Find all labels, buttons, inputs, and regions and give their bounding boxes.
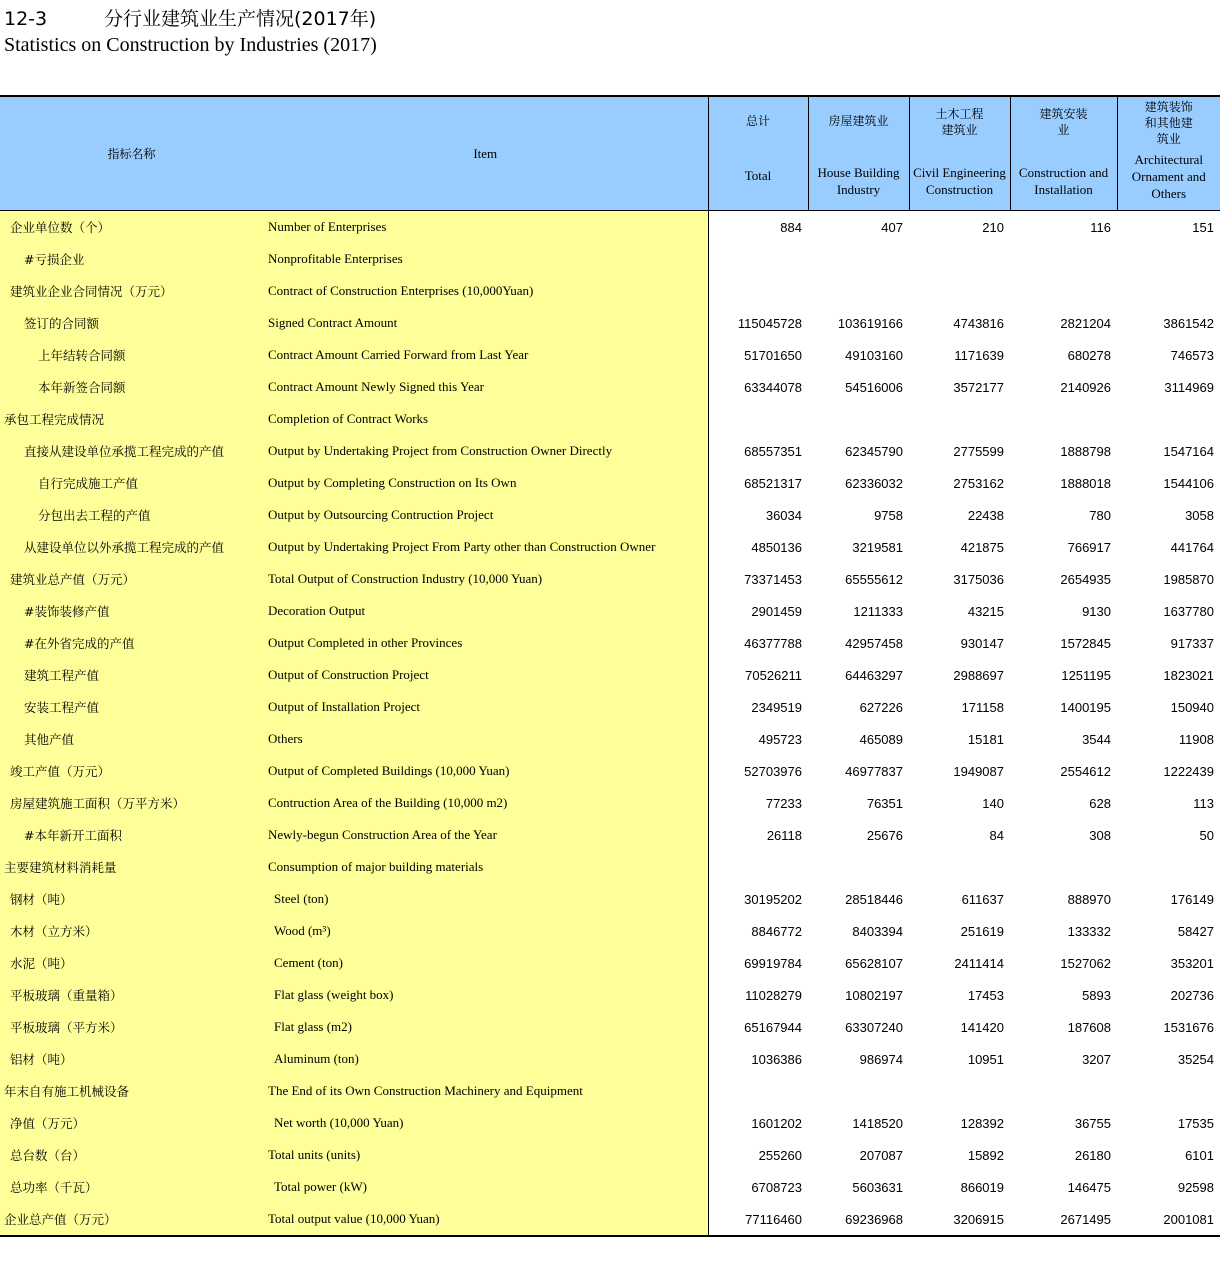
table-row (0, 1043, 1220, 1075)
header-item-cn-text: 指标名称 (107, 146, 156, 161)
statistics-table (0, 95, 1220, 1237)
value-cell: 1036386 (708, 1043, 808, 1075)
value-cell: 9130 (1082, 603, 1111, 619)
value-cell: 1251195 (1061, 667, 1111, 683)
value-cell: 187608 (1067, 1019, 1111, 1035)
value-cell: 3058 (1185, 507, 1214, 523)
value-cell: 8846772 (708, 915, 808, 947)
value-cell: 141420 (960, 1019, 1004, 1035)
value-cell: 36755 (1074, 1115, 1111, 1131)
value-cell: 1888018 (1060, 475, 1111, 491)
value-cell: 4743816 (953, 315, 1004, 331)
value-cell: 3572177 (953, 379, 1004, 395)
header-col-ornament-others (1117, 96, 1220, 211)
value-cell: 22438 (967, 507, 1004, 523)
title-block (4, 6, 1204, 58)
row-label-cn: 建筑工程产值 (0, 659, 263, 691)
table-row (0, 1203, 1220, 1236)
value-cell (808, 851, 909, 883)
value-cell: 1400195 (1060, 699, 1111, 715)
value-cell: 5893 (1082, 987, 1111, 1003)
value-cell: 15892 (967, 1147, 1004, 1163)
table-title-en: Statistics on Construction by Industries (2017) (4, 34, 377, 56)
row-label-cn: 直接从建设单位承揽工程完成的产值 (0, 435, 263, 467)
value-cell (1117, 243, 1220, 275)
value-cell: 63344078 (708, 371, 808, 403)
table-row (0, 979, 1220, 1011)
row-label-cn: 企业单位数（个） (0, 211, 263, 244)
value-cell: 2349519 (708, 691, 808, 723)
header-col-ornament-others-en: Architectural Ornament and Others (1131, 152, 1206, 201)
header-col-civil-engineering-cn: 土木工程建筑业 (935, 107, 984, 137)
value-cell: 1949087 (953, 763, 1004, 779)
row-label-en: Aluminum (ton) (263, 1043, 708, 1075)
table-row (0, 307, 1220, 339)
value-cell (909, 275, 1010, 307)
value-cell: 884 (708, 211, 808, 244)
value-cell: 146475 (1067, 1179, 1111, 1195)
value-cell (1010, 243, 1117, 275)
table-row (0, 339, 1220, 371)
value-cell: 46977837 (845, 763, 903, 779)
value-cell: 930147 (960, 635, 1004, 651)
row-label-cn: 钢材（吨） (0, 883, 263, 915)
row-label-cn: 建筑业总产值（万元） (0, 563, 263, 595)
value-cell: 1211333 (853, 603, 903, 619)
table-row (0, 819, 1220, 851)
value-cell (708, 851, 808, 883)
value-cell: 2554612 (1060, 763, 1111, 779)
row-label-cn: 净值（万元） (0, 1107, 263, 1139)
value-cell: 84 (989, 827, 1004, 843)
value-cell: 207087 (859, 1147, 903, 1163)
value-cell: 64463297 (845, 667, 903, 683)
value-cell: 1222439 (1163, 763, 1214, 779)
value-cell: 1985870 (1163, 571, 1214, 587)
row-label-cn: #在外省完成的产值 (0, 627, 263, 659)
value-cell: 1888798 (1060, 443, 1111, 459)
table-row (0, 787, 1220, 819)
row-label-cn: 承包工程完成情况 (0, 403, 263, 435)
value-cell: 70526211 (708, 659, 808, 691)
value-cell: 46377788 (708, 627, 808, 659)
table-row (0, 1171, 1220, 1203)
value-cell: 6708723 (708, 1171, 808, 1203)
value-cell: 54516006 (845, 379, 903, 395)
row-label-en: Consumption of major building materials (263, 851, 708, 883)
value-cell: 15181 (967, 731, 1004, 747)
value-cell: 133332 (1067, 923, 1111, 939)
table-body (0, 211, 1220, 1237)
row-label-en: Cement (ton) (263, 947, 708, 979)
value-cell: 1171639 (954, 347, 1004, 363)
header-col-installation-cn: 建筑安装业 (1039, 107, 1088, 137)
row-label-cn: 从建设单位以外承揽工程完成的产值 (0, 531, 263, 563)
row-label-cn: 上年结转合同额 (0, 339, 263, 371)
value-cell: 69919784 (708, 947, 808, 979)
value-cell: 2140926 (1060, 379, 1111, 395)
table-row (0, 627, 1220, 659)
value-cell: 1601202 (708, 1107, 808, 1139)
value-cell: 77233 (708, 787, 808, 819)
value-cell: 9758 (874, 507, 903, 523)
row-label-cn: 其他产值 (0, 723, 263, 755)
header-col-house-building-cn: 房屋建筑业 (828, 114, 889, 128)
value-cell (1117, 1075, 1220, 1107)
row-label-cn: 企业总产值（万元） (0, 1203, 263, 1236)
value-cell: 407 (881, 219, 903, 235)
value-cell (808, 403, 909, 435)
table-row (0, 595, 1220, 627)
value-cell: 42957458 (845, 635, 903, 651)
row-label-en: Total units (units) (263, 1139, 708, 1171)
value-cell: 92598 (1177, 1179, 1214, 1195)
value-cell: 866019 (960, 1179, 1004, 1195)
value-cell: 611637 (961, 891, 1004, 907)
value-cell: 76351 (866, 795, 903, 811)
header-col-ornament-others-cn: 建筑装饰和其他建筑业 (1144, 100, 1193, 146)
value-cell: 3114969 (1164, 379, 1214, 395)
row-label-cn: 本年新签合同额 (0, 371, 263, 403)
table-row (0, 883, 1220, 915)
row-label-en: Net worth (10,000 Yuan) (263, 1107, 708, 1139)
value-cell: 917337 (1170, 635, 1214, 651)
value-cell: 17453 (967, 987, 1004, 1003)
value-cell (1010, 1075, 1117, 1107)
value-cell: 2671495 (1010, 1203, 1117, 1236)
value-cell: 210 (982, 219, 1004, 235)
header-col-civil-engineering-en: Civil Engineering Construction (913, 165, 1006, 197)
row-label-en: Others (263, 723, 708, 755)
value-cell: 627226 (859, 699, 903, 715)
value-cell: 888970 (1067, 891, 1111, 907)
value-cell (1010, 403, 1117, 435)
row-label-en: Total output value (10,000 Yuan) (263, 1203, 708, 1236)
value-cell: 30195202 (708, 883, 808, 915)
value-cell: 1527062 (1060, 955, 1111, 971)
value-cell: 255260 (708, 1139, 808, 1171)
value-cell (909, 1075, 1010, 1107)
header-item-cn (0, 96, 263, 211)
value-cell: 11908 (1178, 731, 1214, 747)
row-label-en: Steel (ton) (263, 883, 708, 915)
row-label-cn: 总台数（台） (0, 1139, 263, 1171)
header-item-en (263, 96, 708, 211)
value-cell: 151 (1192, 219, 1214, 235)
row-label-cn: 平板玻璃（平方米） (0, 1011, 263, 1043)
value-cell: 113 (1193, 795, 1214, 811)
value-cell: 421875 (960, 539, 1004, 555)
value-cell: 780 (1089, 507, 1111, 523)
table-row (0, 915, 1220, 947)
value-cell: 140 (982, 795, 1004, 811)
value-cell (808, 1075, 909, 1107)
value-cell: 35254 (1177, 1051, 1214, 1067)
value-cell: 50 (1199, 827, 1214, 843)
value-cell (1010, 851, 1117, 883)
value-cell: 1637780 (1163, 603, 1214, 619)
table-row (0, 755, 1220, 787)
row-label-en: Output Completed in other Provinces (263, 627, 708, 659)
header-col-total (708, 96, 808, 211)
row-label-cn: 建筑业企业合同情况（万元） (0, 275, 263, 307)
row-label-en: Output of Installation Project (263, 691, 708, 723)
value-cell: 65628107 (845, 955, 903, 971)
value-cell: 10802197 (845, 987, 903, 1003)
row-label-cn: 主要建筑材料消耗量 (0, 851, 263, 883)
value-cell: 1418520 (852, 1115, 903, 1131)
header-col-total-cn: 总计 (745, 114, 770, 128)
header-col-civil-engineering (909, 96, 1010, 211)
value-cell: 4850136 (708, 531, 808, 563)
row-label-cn: 自行完成施工产值 (0, 467, 263, 499)
value-cell: 49103160 (845, 347, 903, 363)
value-cell: 171158 (961, 699, 1004, 715)
table-title-cn (4, 6, 1204, 32)
table-row (0, 243, 1220, 275)
row-label-cn: 签订的合同额 (0, 307, 263, 339)
value-cell: 6101 (1185, 1147, 1214, 1163)
value-cell: 26180 (1074, 1147, 1111, 1163)
value-cell (708, 275, 808, 307)
value-cell: 176149 (1170, 891, 1214, 907)
value-cell: 52703976 (708, 755, 808, 787)
value-cell (1117, 851, 1220, 883)
row-label-en: Output by Undertaking Project From Party other than Construction Owner (263, 531, 708, 563)
value-cell: 43215 (967, 603, 1004, 619)
table-row (0, 467, 1220, 499)
value-cell (708, 1075, 808, 1107)
value-cell (708, 403, 808, 435)
row-label-en: Contract of Construction Enterprises (10,000Yuan) (263, 275, 708, 307)
value-cell: 36034 (708, 499, 808, 531)
value-cell: 11028279 (708, 979, 808, 1011)
row-label-cn: 分包出去工程的产值 (0, 499, 263, 531)
value-cell: 73371453 (708, 563, 808, 595)
value-cell: 65555612 (845, 571, 903, 587)
row-label-cn: 安装工程产值 (0, 691, 263, 723)
value-cell: 1823021 (1163, 667, 1214, 683)
row-label-cn: 总功率（千瓦） (0, 1171, 263, 1203)
value-cell: 51701650 (708, 339, 808, 371)
value-cell: 3861542 (1163, 315, 1214, 331)
row-label-cn: 铝材（吨） (0, 1043, 263, 1075)
value-cell (909, 403, 1010, 435)
table-row (0, 531, 1220, 563)
row-label-en: Output by Outsourcing Contruction Project (263, 499, 708, 531)
row-label-en: Decoration Output (263, 595, 708, 627)
value-cell: 77116460 (708, 1203, 808, 1236)
value-cell: 986974 (859, 1051, 903, 1067)
table-row (0, 947, 1220, 979)
header-item-en-text: Item (473, 145, 498, 161)
row-label-en: Contruction Area of the Building (10,000 m2) (263, 787, 708, 819)
row-label-cn: #亏损企业 (0, 243, 263, 275)
value-cell: 1547164 (1163, 443, 1214, 459)
row-label-en: Newly-begun Construction Area of the Year (263, 819, 708, 851)
value-cell: 1572845 (1060, 635, 1111, 651)
table-row (0, 691, 1220, 723)
value-cell: 62336032 (845, 475, 903, 491)
header-col-installation-en: Construction and Installation (1018, 165, 1109, 197)
value-cell: 1544106 (1163, 475, 1214, 491)
value-cell: 63307240 (845, 1019, 903, 1035)
value-cell (708, 243, 808, 275)
value-cell: 495723 (708, 723, 808, 755)
table-row (0, 659, 1220, 691)
row-label-cn: 房屋建筑施工面积（万平方米） (0, 787, 263, 819)
value-cell: 2411414 (954, 955, 1004, 971)
value-cell: 353201 (1170, 955, 1214, 971)
table-row (0, 1107, 1220, 1139)
row-label-en: Flat glass (m2) (263, 1011, 708, 1043)
row-label-cn: 竣工产值（万元） (0, 755, 263, 787)
value-cell: 62345790 (845, 443, 903, 459)
row-label-en: Total Output of Construction Industry (10,000 Yuan) (263, 563, 708, 595)
table-row (0, 1011, 1220, 1043)
header-col-total-en: Total (744, 168, 772, 183)
row-label-en: Wood (m³) (263, 915, 708, 947)
value-cell: 115045728 (708, 307, 808, 339)
row-label-en: The End of its Own Construction Machinery and Equipment (263, 1075, 708, 1107)
table-row (0, 563, 1220, 595)
table-row (0, 1139, 1220, 1171)
row-label-cn: #本年新开工面积 (0, 819, 263, 851)
value-cell: 308 (1089, 827, 1111, 843)
value-cell: 28518446 (845, 891, 903, 907)
value-cell: 2753162 (953, 475, 1004, 491)
table-number: 12-3 (4, 8, 48, 30)
value-cell: 680278 (1067, 347, 1111, 363)
value-cell: 1531676 (1163, 1019, 1214, 1035)
value-cell: 3175036 (953, 571, 1004, 587)
value-cell (1117, 275, 1220, 307)
value-cell (909, 243, 1010, 275)
value-cell: 116 (1090, 219, 1111, 235)
value-cell: 128392 (960, 1115, 1004, 1131)
table-row (0, 403, 1220, 435)
value-cell: 2654935 (1060, 571, 1111, 587)
table-row (0, 275, 1220, 307)
table-row (0, 211, 1220, 244)
row-label-en: Total power (kW) (263, 1171, 708, 1203)
header-col-house-building-en: House Building Industry (817, 165, 900, 197)
value-cell: 68557351 (708, 435, 808, 467)
value-cell: 3219581 (852, 539, 903, 555)
row-label-en: Output of Completed Buildings (10,000 Yuan) (263, 755, 708, 787)
value-cell: 3207 (1082, 1051, 1111, 1067)
table-title-cn-text: 分行业建筑业生产情况(2017年) (104, 8, 377, 30)
value-cell: 3544 (1082, 731, 1111, 747)
row-label-en: Signed Contract Amount (263, 307, 708, 339)
value-cell: 2775599 (953, 443, 1004, 459)
value-cell: 746573 (1170, 347, 1214, 363)
header-row (0, 96, 1220, 211)
value-cell (808, 275, 909, 307)
table-row (0, 723, 1220, 755)
header-col-installation (1010, 96, 1117, 211)
value-cell: 26118 (708, 819, 808, 851)
row-label-cn: #装饰装修产值 (0, 595, 263, 627)
value-cell: 628 (1089, 795, 1111, 811)
row-label-en: Contract Amount Carried Forward from Last Year (263, 339, 708, 371)
value-cell: 150940 (1170, 699, 1214, 715)
value-cell: 25676 (866, 827, 903, 843)
value-cell: 465089 (859, 731, 903, 747)
row-label-en: Output by Completing Construction on Its Own (263, 467, 708, 499)
header-col-house-building (808, 96, 909, 211)
value-cell (909, 851, 1010, 883)
table-row (0, 851, 1220, 883)
value-cell: 441764 (1170, 539, 1214, 555)
row-label-en: Number of Enterprises (263, 211, 708, 244)
value-cell: 58427 (1177, 923, 1214, 939)
value-cell: 202736 (1170, 987, 1214, 1003)
value-cell: 17535 (1177, 1115, 1214, 1131)
value-cell: 5603631 (852, 1179, 903, 1195)
value-cell: 2001081 (1117, 1203, 1220, 1236)
value-cell: 2901459 (708, 595, 808, 627)
row-label-en: Contract Amount Newly Signed this Year (263, 371, 708, 403)
value-cell: 103619166 (837, 315, 903, 331)
row-label-en: Completion of Contract Works (263, 403, 708, 435)
value-cell: 2821204 (1060, 315, 1111, 331)
value-cell (1010, 275, 1117, 307)
row-label-en: Output of Construction Project (263, 659, 708, 691)
table-row (0, 435, 1220, 467)
value-cell: 3206915 (909, 1203, 1010, 1236)
row-label-en: Nonprofitable Enterprises (263, 243, 708, 275)
row-label-cn: 平板玻璃（重量箱） (0, 979, 263, 1011)
value-cell: 2988697 (953, 667, 1004, 683)
table-row (0, 371, 1220, 403)
value-cell: 69236968 (808, 1203, 909, 1236)
value-cell: 68521317 (708, 467, 808, 499)
row-label-cn: 木材（立方米） (0, 915, 263, 947)
value-cell: 65167944 (708, 1011, 808, 1043)
value-cell: 8403394 (852, 923, 903, 939)
table-row (0, 1075, 1220, 1107)
row-label-cn: 水泥（吨） (0, 947, 263, 979)
value-cell: 251619 (960, 923, 1004, 939)
value-cell (1117, 403, 1220, 435)
row-label-en: Output by Undertaking Project from Construction Owner Directly (263, 435, 708, 467)
value-cell (808, 243, 909, 275)
value-cell: 10951 (967, 1051, 1004, 1067)
value-cell: 766917 (1067, 539, 1111, 555)
table-row (0, 499, 1220, 531)
row-label-cn: 年末自有施工机械设备 (0, 1075, 263, 1107)
row-label-en: Flat glass (weight box) (263, 979, 708, 1011)
